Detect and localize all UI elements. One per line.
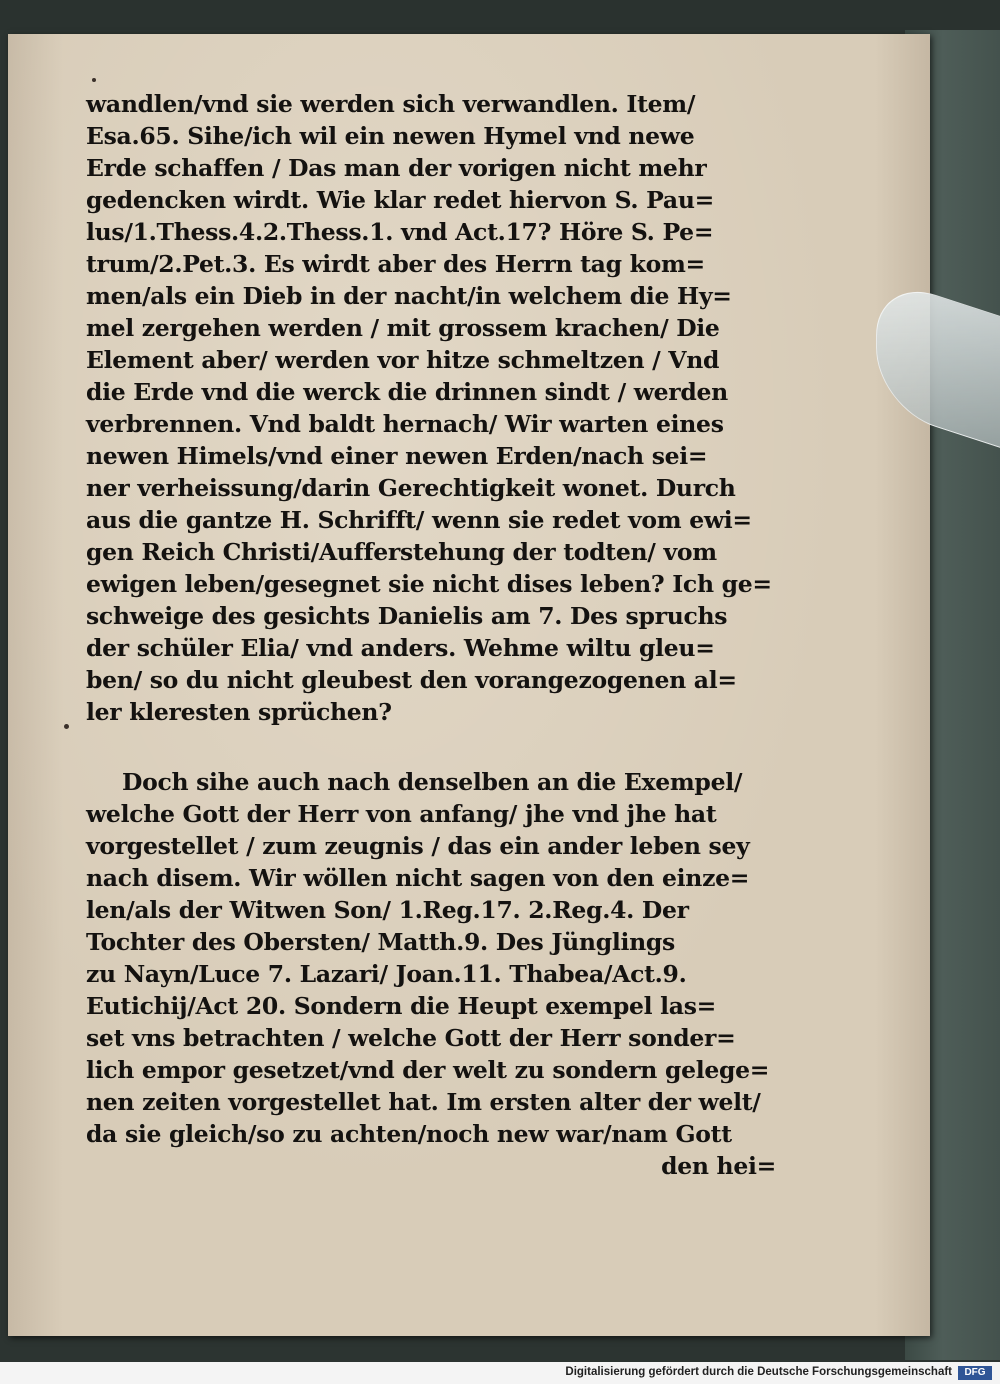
text-line: Erde schaffen / Das man der vorigen nicht mehr xyxy=(86,154,707,182)
text-line: zu Nayn/Luce 7. Lazari/ Joan.11. Thabea/Act.9. xyxy=(86,960,687,988)
text-line: welche Gott der Herr von anfang/ jhe vnd jhe hat xyxy=(86,800,717,828)
text-line: Esa.65. Sihe/ich wil ein newen Hymel vnd newe xyxy=(86,122,695,150)
body-text xyxy=(86,88,776,1182)
text-line: lus/1.Thess.4.2.Thess.1. vnd Act.17? Höre S. Pe= xyxy=(86,218,714,246)
text-line: da sie gleich/so zu achten/noch new war/nam Gott xyxy=(86,1120,732,1148)
paper-speck xyxy=(92,78,96,82)
text-line: verbrennen. Vnd baldt hernach/ Wir warten eines xyxy=(86,410,724,438)
dfg-credit: Digitalisierung gefördert durch die Deutsche Forschungsgemeinschaft xyxy=(565,1366,952,1378)
text-line: aus die gantze H. Schrifft/ wenn sie redet vom ewi= xyxy=(86,506,752,534)
text-line: gedencken wirdt. Wie klar redet hiervon S. Pau= xyxy=(86,186,715,214)
text-line: len/als der Witwen Son/ 1.Reg.17. 2.Reg.4. Der xyxy=(86,896,689,924)
text-line: schweige des gesichts Danielis am 7. Des spruchs xyxy=(86,602,728,630)
text-line: gen Reich Christi/Aufferstehung der todten/ vom xyxy=(86,538,717,566)
text-line: trum/2.Pet.3. Es wirdt aber des Herrn tag kom= xyxy=(86,250,705,278)
catchword: den hei= xyxy=(661,1152,776,1180)
text-line: ner verheissung/darin Gerechtigkeit wonet. Durch xyxy=(86,474,736,502)
text-line: Eutichij/Act 20. Sondern die Heupt exempel las= xyxy=(86,992,717,1020)
text-line: vorgestellet / zum zeugnis / das ein ander leben sey xyxy=(86,832,750,860)
text-line: set vns betrachten / welche Gott der Herr sonder= xyxy=(86,1024,736,1052)
text-line: Tochter des Obersten/ Matth.9. Des Jünglings xyxy=(86,928,675,956)
text-line: die Erde vnd die werck die drinnen sindt / werden xyxy=(86,378,728,406)
text-line: nach disem. Wir wöllen nicht sagen von den einze= xyxy=(86,864,750,892)
text-line: mel zergehen werden / mit grossem krachen/ Die xyxy=(86,314,720,342)
text-line: newen Himels/vnd einer newen Erden/nach sei= xyxy=(86,442,708,470)
text-line: lich empor gesetzet/vnd der welt zu sondern gelege= xyxy=(86,1056,770,1084)
text-line: ben/ so du nicht gleubest den vorangezogenen al= xyxy=(86,666,737,694)
dfg-logo: DFG xyxy=(958,1366,992,1380)
text-line: wandlen/vnd sie werden sich verwandlen. Item/ xyxy=(86,90,696,118)
paragraph-break xyxy=(86,728,776,766)
text-line: nen zeiten vorgestellet hat. Im ersten alter der welt/ xyxy=(86,1088,761,1116)
paper-speck xyxy=(64,724,69,729)
text-line: ler kleresten sprüchen? xyxy=(86,698,392,726)
text-line: ewigen leben/gesegnet sie nicht dises leben? Ich ge= xyxy=(86,570,772,598)
board-top-edge xyxy=(0,0,1000,30)
text-line: Doch sihe auch nach denselben an die Exempel/ xyxy=(122,768,743,796)
text-line: men/als ein Dieb in der nacht/in welchem die Hy= xyxy=(86,282,732,310)
text-line: der schüler Elia/ vnd anders. Wehme wiltu gleu= xyxy=(86,634,715,662)
text-line: Element aber/ werden vor hitze schmeltzen / Vnd xyxy=(86,346,720,374)
